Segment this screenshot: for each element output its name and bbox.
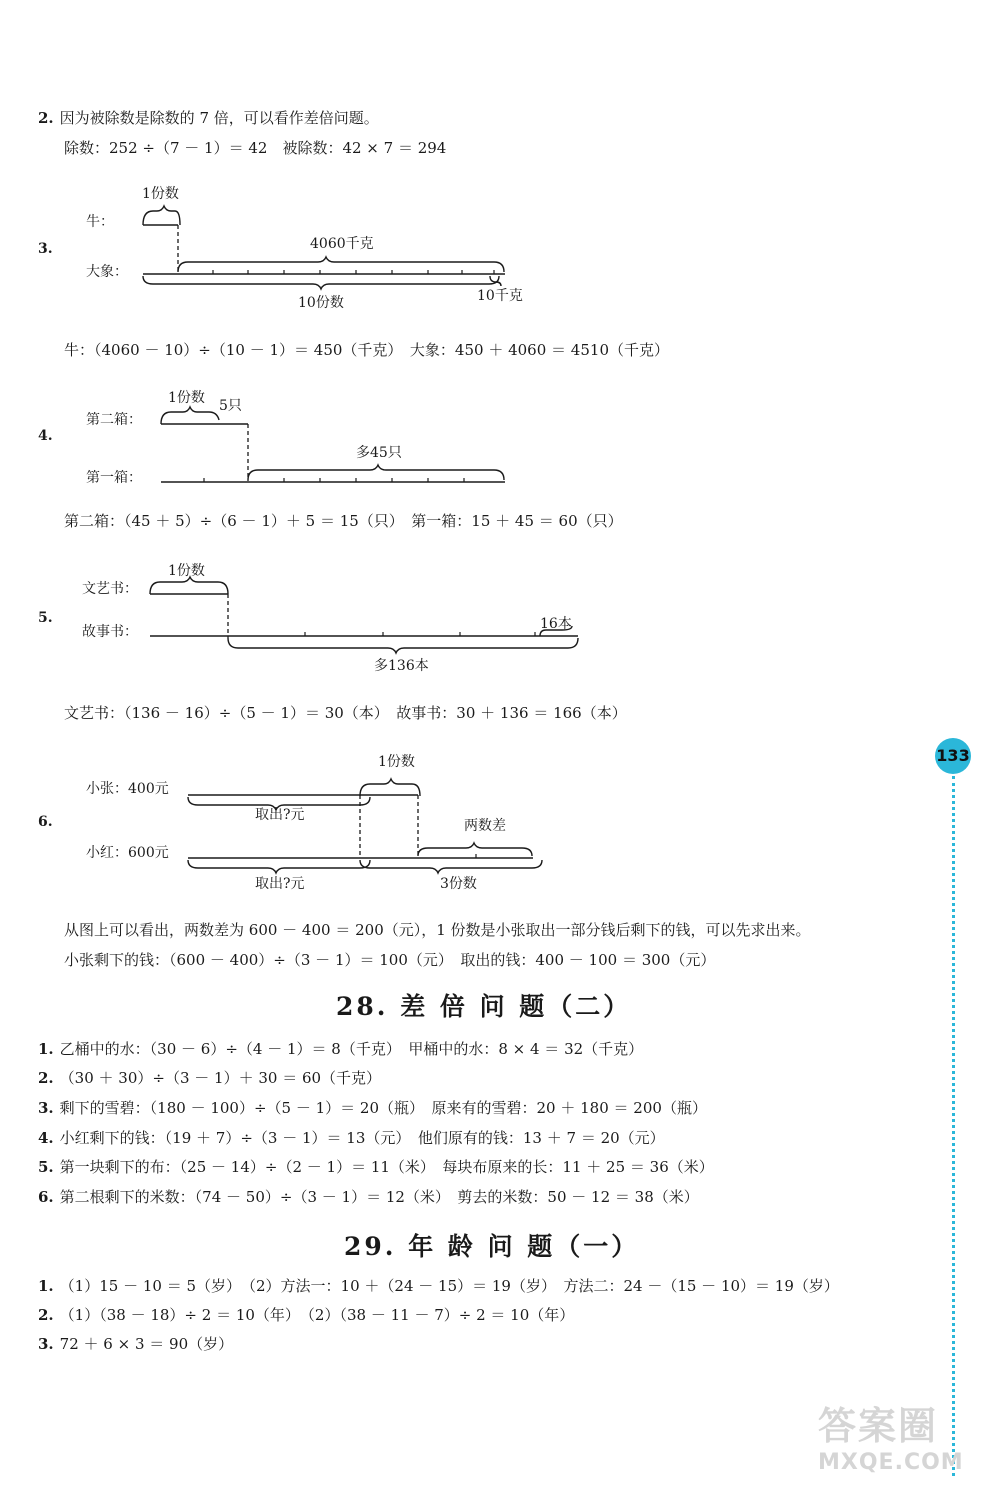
problem-4-brace-mid-label: 多45只 — [356, 445, 402, 461]
problem-4-extra-label: 5只 — [219, 398, 242, 414]
problem-3-label-elephant: 大象： — [86, 264, 128, 280]
problem-3-brace-top — [143, 206, 180, 225]
problem-6-three-label: 3份数 — [440, 876, 477, 892]
problem-6-label-hong: 小红：600元 — [86, 845, 169, 861]
section-28-title: 28. 差 倍 问 题（二） — [336, 992, 632, 1021]
problem-4-number: 4. — [38, 428, 53, 444]
problem-3-brace-bottom — [143, 276, 499, 289]
problem-6-line-2: 小张剩下的钱：（600 － 400）÷（3 － 1）＝ 100（元） 取出的钱：400 － 100 ＝ 300（元） — [64, 951, 716, 969]
section-28-item-1: 1. 乙桶中的水：（30 － 6）÷（4 － 1）＝ 8（千克） 甲桶中的水：8 × 4 ＝ 32（千克） — [38, 1040, 644, 1058]
problem-4-answer: 第二箱：（45 ＋ 5）÷（6 － 1）＋ 5 ＝ 15（只） 第一箱：15 ＋ 45 ＝ 60（只） — [64, 512, 623, 530]
section-28-item-5: 5. 第一块剩下的布：（25 － 14）÷（2 － 1）＝ 11（米） 每块布原来的长：11 ＋ 25 ＝ 36（米） — [38, 1158, 714, 1176]
problem-6-line-1: 从图上可以看出，两数差为 600 － 400 ＝ 200（元），1 份数是小张取出一部分钱后剩下的钱，可以先求出来。 — [64, 921, 811, 939]
page-number-badge: 133 — [935, 738, 971, 774]
problem-5-diagram — [38, 562, 578, 674]
problem-4-brace-mid — [248, 465, 504, 480]
problem-3-brace-top-label: 1份数 — [142, 186, 179, 202]
margin-dotted-line — [952, 776, 959, 1476]
problem-5-label-art: 文艺书： — [82, 581, 138, 597]
problem-5-label-story: 故事书： — [82, 624, 138, 640]
problem-3-label-cow: 牛： — [86, 214, 114, 230]
problem-5-brace-bottom — [228, 638, 578, 653]
watermark-text: 答案圈 — [818, 1404, 939, 1448]
section-29-item-1: 1. （1）15 － 10 ＝ 5（岁） （2）方法一：10 ＋（24 － 15）＝ 19（岁） 方法二：24 －（15 － 10）＝ 19（岁） — [38, 1277, 839, 1295]
section-28-item-4: 4. 小红剩下的钱：（19 ＋ 7）÷（3 － 1）＝ 13（元） 他们原有的钱：13 ＋ 7 ＝ 20（元） — [38, 1129, 665, 1147]
problem-3-number: 3. — [38, 241, 53, 257]
section-28-item-2: 2. （30 ＋ 30）÷（3 － 1）＋ 30 ＝ 60（千克） — [38, 1069, 382, 1087]
problem-6-diff-label: 两数差 — [464, 818, 506, 834]
problem-3-brace-mid-label: 4060千克 — [310, 236, 374, 252]
problem-3-extra-label: 10千克 — [477, 288, 523, 304]
problem-6-take-top-label: 取出?元 — [255, 807, 305, 823]
problem-4-diagram — [38, 389, 505, 486]
problem-4-label-first: 第一箱： — [86, 470, 142, 486]
problem-5-brace-top-label: 1份数 — [168, 563, 205, 579]
problem-2-number: 2. — [38, 109, 54, 127]
problem-6-brace-top — [360, 779, 420, 796]
problem-5-brace-top — [150, 577, 228, 594]
section-28-item-6: 6. 第二根剩下的米数：（74 － 50）÷（3 － 1）＝ 12（米） 剪去的米数：50 － 12 ＝ 38（米） — [38, 1188, 699, 1206]
section-29-item-3: 3. 72 ＋ 6 × 3 ＝ 90（岁） — [38, 1335, 234, 1353]
problem-6-label-zhang: 小张：400元 — [86, 781, 169, 797]
problem-4-brace-top-label: 1份数 — [168, 390, 205, 406]
problem-5-number: 5. — [38, 610, 53, 626]
problem-6-brace-three — [360, 860, 542, 873]
problem-4-label-second: 第二箱： — [86, 412, 142, 428]
section-28-item-3: 3. 剩下的雪碧：（180 － 100）÷（5 － 1）＝ 20（瓶） 原来有的雪碧：20 ＋ 180 ＝ 200（瓶） — [38, 1099, 707, 1117]
problem-3-diagram — [38, 185, 523, 311]
problem-6-brace-diff — [418, 843, 532, 856]
problem-5-brace-bottom-label: 多136本 — [374, 658, 429, 674]
section-29-title: 29. 年 龄 问 题（一） — [344, 1232, 640, 1261]
problem-6-diagram — [38, 753, 542, 892]
problem-6-brace-top-label: 1份数 — [378, 754, 415, 770]
problem-6-number: 6. — [38, 814, 53, 830]
watermark-logo — [818, 1395, 968, 1475]
problem-4-brace-top — [161, 407, 219, 424]
problem-2-line-2: 除数：252 ÷（7 － 1）＝ 42 被除数：42 × 7 ＝ 294 — [64, 139, 447, 157]
watermark-url: MXQE.COM — [818, 1450, 964, 1475]
problem-3-brace-mid — [178, 257, 504, 272]
section-29-item-2: 2. （1）（38 － 18）÷ 2 ＝ 10（年） （2）（38 － 11 － 7）÷ 2 ＝ 10（年） — [38, 1306, 575, 1324]
problem-3-answer: 牛：（4060 － 10）÷（10 － 1）＝ 450（千克） 大象：450 ＋ 4060 ＝ 4510（千克） — [64, 341, 669, 359]
problem-5-answer: 文艺书：（136 － 16）÷（5 － 1）＝ 30（本） 故事书：30 ＋ 136 ＝ 166（本） — [64, 704, 627, 722]
problem-2-text: 因为被除数是除数的 7 倍，可以看作差倍问题。 — [59, 109, 379, 127]
problem-6-brace-take-bottom — [188, 860, 370, 873]
problem-3-brace-bottom-label: 10份数 — [298, 295, 344, 311]
problem-5-extra-label: 16本 — [540, 616, 572, 632]
problem-6-take-bottom-label: 取出?元 — [255, 876, 305, 892]
